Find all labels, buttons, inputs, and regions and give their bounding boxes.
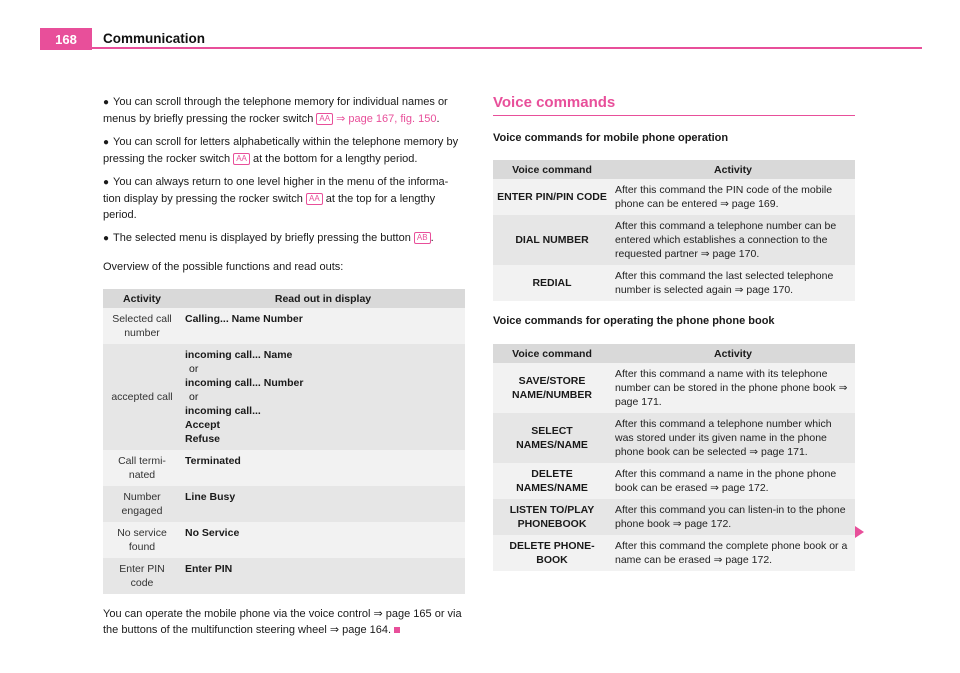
bullet-dot-icon: ● (103, 137, 110, 148)
table-row: Selected call number Calling... Name Number (103, 308, 465, 344)
right-column (493, 94, 855, 571)
table-row: REDIAL After this command the last selected telephone number is selected again ⇒ page 170. (493, 265, 855, 301)
bullet-1: ● You can scroll through the telephone memory for individual names or menus by briefly pressing the rocker switch AA ⇒ page 167, fig. 150. (103, 96, 448, 125)
table-row: Enter PIN code Enter PIN (103, 558, 465, 594)
table-row: Number engaged Line Busy (103, 486, 465, 522)
bullet-dot-icon: ● (103, 233, 110, 244)
col-header-voice-command: Voice command (493, 344, 611, 363)
page-number: 168 (40, 28, 92, 50)
table-row: DELETE PHONE-BOOK After this command the complete phone book or a name can be erased ⇒ page 172. (493, 535, 855, 571)
rocker-switch-badge: AA (233, 153, 250, 165)
page-title: Communication (103, 31, 206, 46)
subheading-mobile-operation: Voice commands for mobile phone operation (493, 132, 729, 144)
rocker-switch-badge: AA (306, 193, 323, 205)
bullet-2: ● You can scroll for letters alphabetically within the telephone memory by pressing the rocker switch AA at the bottom for a lengthy period. (103, 136, 459, 165)
subheading-phone-book: Voice commands for operating the phone phone book (493, 315, 775, 327)
voice-commands-phonebook-table (493, 344, 855, 571)
col-header-activity: Activity (103, 289, 181, 308)
table-row: LISTEN TO/PLAY PHONEBOOK After this command you can listen-in to the phone phone book ⇒ page 172. (493, 499, 855, 535)
square-icon (394, 627, 400, 633)
table-header-row (103, 289, 465, 308)
button-badge: AB (414, 232, 431, 244)
arrow-right-icon[interactable] (855, 526, 864, 538)
header-rule (92, 47, 922, 49)
table-row: SELECT NAMES/NAME After this command a telephone number which was stored under its given name in the phone phone book can be selected ⇒ page 171. (493, 413, 855, 463)
col-header-readout: Read out in display (181, 289, 465, 308)
table-row: accepted call incoming call... Name or incoming call... Number or incoming call... Accept Refuse (103, 344, 465, 450)
rocker-switch-badge: AA (316, 113, 333, 125)
table-header-row (493, 160, 855, 179)
page-reference-link[interactable]: ⇒ page 167, fig. 150 (336, 113, 437, 125)
table-row: DIAL NUMBER After this command a telephone number can be entered which establishes a connection to the requested partner ⇒ page 170. (493, 215, 855, 265)
table-row: No service found No Service (103, 522, 465, 558)
col-header-voice-command: Voice command (493, 160, 611, 179)
bullet-4: ● The selected menu is displayed by briefly pressing the button AB . (103, 232, 434, 244)
section-title: Voice commands (493, 94, 855, 116)
bullet-dot-icon: ● (103, 97, 110, 108)
overview-text: Overview of the possible functions and read outs: (103, 261, 344, 273)
table-row: ENTER PIN/PIN CODE After this command the PIN code of the mobile phone can be entered ⇒ page 169. (493, 179, 855, 215)
table-header-row (493, 344, 855, 363)
bullet-dot-icon: ● (103, 177, 110, 188)
functions-table (103, 289, 465, 594)
voice-commands-phone-table (493, 160, 855, 301)
bullet-3: ● You can always return to one level higher in the menu of the informa-tion display by pressing the rocker switch AA at the top for a lengthy period. (103, 176, 449, 221)
table-row: SAVE/STORE NAME/NUMBER After this command a name with its telephone number can be stored in the phone phone book ⇒ page 171. (493, 363, 855, 413)
left-column (103, 94, 465, 638)
col-header-activity: Activity (611, 160, 855, 179)
col-header-activity: Activity (611, 344, 855, 363)
table-row: DELETE NAMES/NAME After this command a name in the phone phone book can be erased ⇒ page 172. (493, 463, 855, 499)
voice-control-note: You can operate the mobile phone via the voice control ⇒ page 165 or via the buttons of the multifunction steering wheel ⇒ page 164. (103, 608, 462, 636)
table-row: Call termi-nated Terminated (103, 450, 465, 486)
